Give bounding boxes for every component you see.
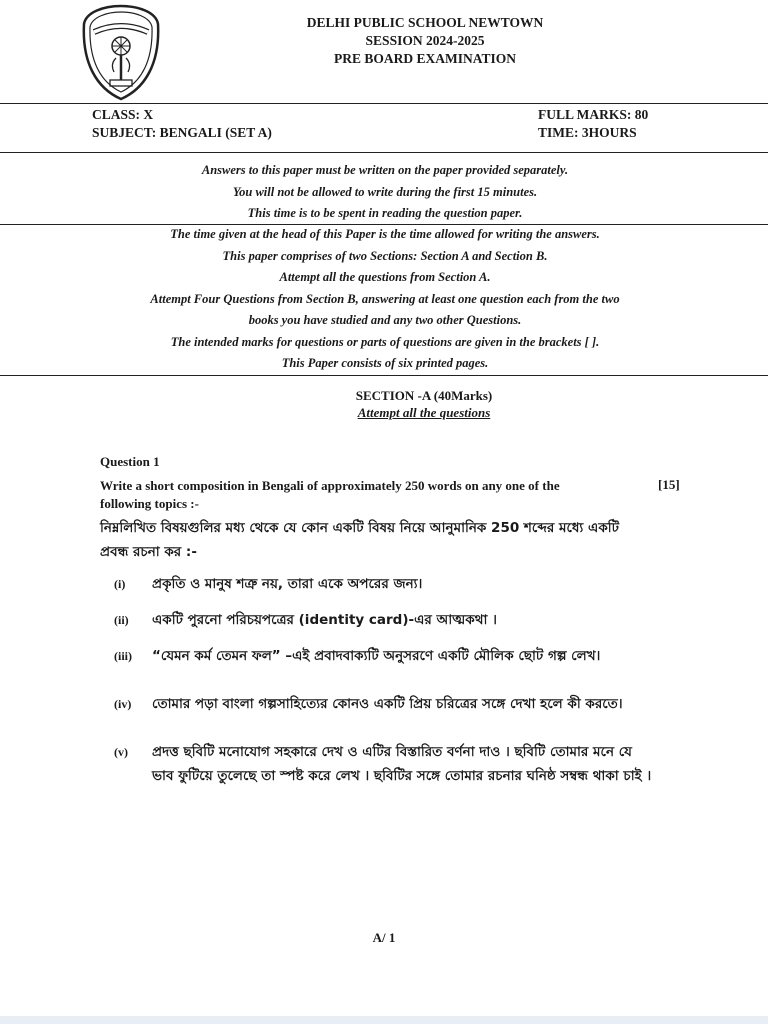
divider	[0, 375, 768, 376]
option-number: (iii)	[114, 649, 132, 663]
option-number: (ii)	[114, 613, 129, 627]
school-header	[190, 14, 660, 68]
option-text: “যেমন কর্ম তেমন ফল” –এই প্রবাদবাক্যটি অনুসরণে একটি মৌলিক ছোট গল্প লেখ।	[152, 648, 601, 664]
instruction-line: The time given at the head of this Paper is the time allowed for writing the answers.	[170, 227, 600, 241]
option-number: (v)	[114, 745, 128, 759]
option-text: একটি পুরনো পরিচয়পত্রের (identity card)-এর আত্মকথা ।	[152, 612, 497, 628]
meta-left	[92, 106, 272, 142]
divider	[0, 103, 768, 104]
question-marks: [15]	[658, 477, 680, 492]
option-text: প্রদত্ত ছবিটি মনোযোগ সহকারে দেখ ও এটির বিস্তারিত বর্ণনা দাও । ছবিটি তোমার মনে যে ভাব ফুটিয়ে তুলেছে তা স্পষ্ট করে লেখ । ছবিটির সঙ্গে তোমার রচনার ঘনিষ্ঠ সম্বন্ধ থাকা চাই ।	[152, 744, 652, 784]
school-name: DELHI PUBLIC SCHOOL NEWTOWN	[306, 15, 544, 30]
section-title: SECTION -A (40Marks)	[355, 388, 493, 403]
page-number: A/ 1	[372, 930, 396, 945]
instruction-line: This time is to be spent in reading the question paper.	[247, 206, 523, 220]
full-marks-label: FULL MARKS: 80	[538, 107, 649, 122]
option-number: (i)	[114, 577, 126, 591]
section-subtitle: Attempt all the questions	[357, 405, 491, 420]
exam-title: PRE BOARD EXAMINATION	[333, 51, 516, 66]
bottom-band	[0, 1016, 768, 1024]
instruction-line: books you have studied and any two other Questions.	[248, 313, 522, 327]
option-text: প্রকৃতি ও মানুষ শত্রু নয়, তারা একে অপরের জন্য।	[152, 576, 423, 592]
school-crest-icon	[80, 2, 162, 102]
session: SESSION 2024-2025	[365, 33, 485, 48]
instruction-line: Attempt Four Questions from Section B, answering at least one question each from the two	[150, 291, 620, 306]
divider	[0, 152, 768, 153]
question-label: Question 1	[100, 454, 160, 469]
instructions-block-a	[80, 160, 690, 225]
instruction-line: This Paper consists of six printed pages.	[281, 356, 489, 370]
instruction-line: You will not be allowed to write during the first 15 minutes.	[232, 184, 538, 199]
instruction-line: This paper comprises of two Sections: Section A and Section B.	[222, 248, 548, 263]
meta-right	[538, 106, 648, 142]
class-label: CLASS: X	[92, 107, 154, 122]
time-label: TIME: 3HOURS	[538, 125, 637, 140]
question-text: Write a short composition in Bengali of approximately 250 words on any one of the following topics :-	[100, 478, 560, 511]
subject-label: SUBJECT: BENGALI (SET A)	[92, 125, 272, 140]
instructions-block-b	[80, 224, 690, 375]
instruction-line: Answers to this paper must be written on the paper provided separately.	[201, 163, 569, 177]
instruction-line: The intended marks for questions or parts of questions are given in the brackets [ ].	[170, 334, 600, 349]
option-number: (iv)	[114, 697, 132, 711]
instruction-line: Attempt all the questions from Section A.	[279, 270, 491, 284]
option-text: তোমার পড়া বাংলা গল্পসাহিত্যের কোনও একটি প্রিয় চরিত্রের সঙ্গে দেখা হলে কী করতে।	[152, 696, 623, 712]
bengali-intro: নিম্নলিখিত বিষয়গুলির মধ্য থেকে যে কোন একটি বিষয় নিয়ে আনুমানিক 250 শব্দের মধ্যে একটি প্রবন্ধ রচনা কর :-	[100, 520, 619, 560]
